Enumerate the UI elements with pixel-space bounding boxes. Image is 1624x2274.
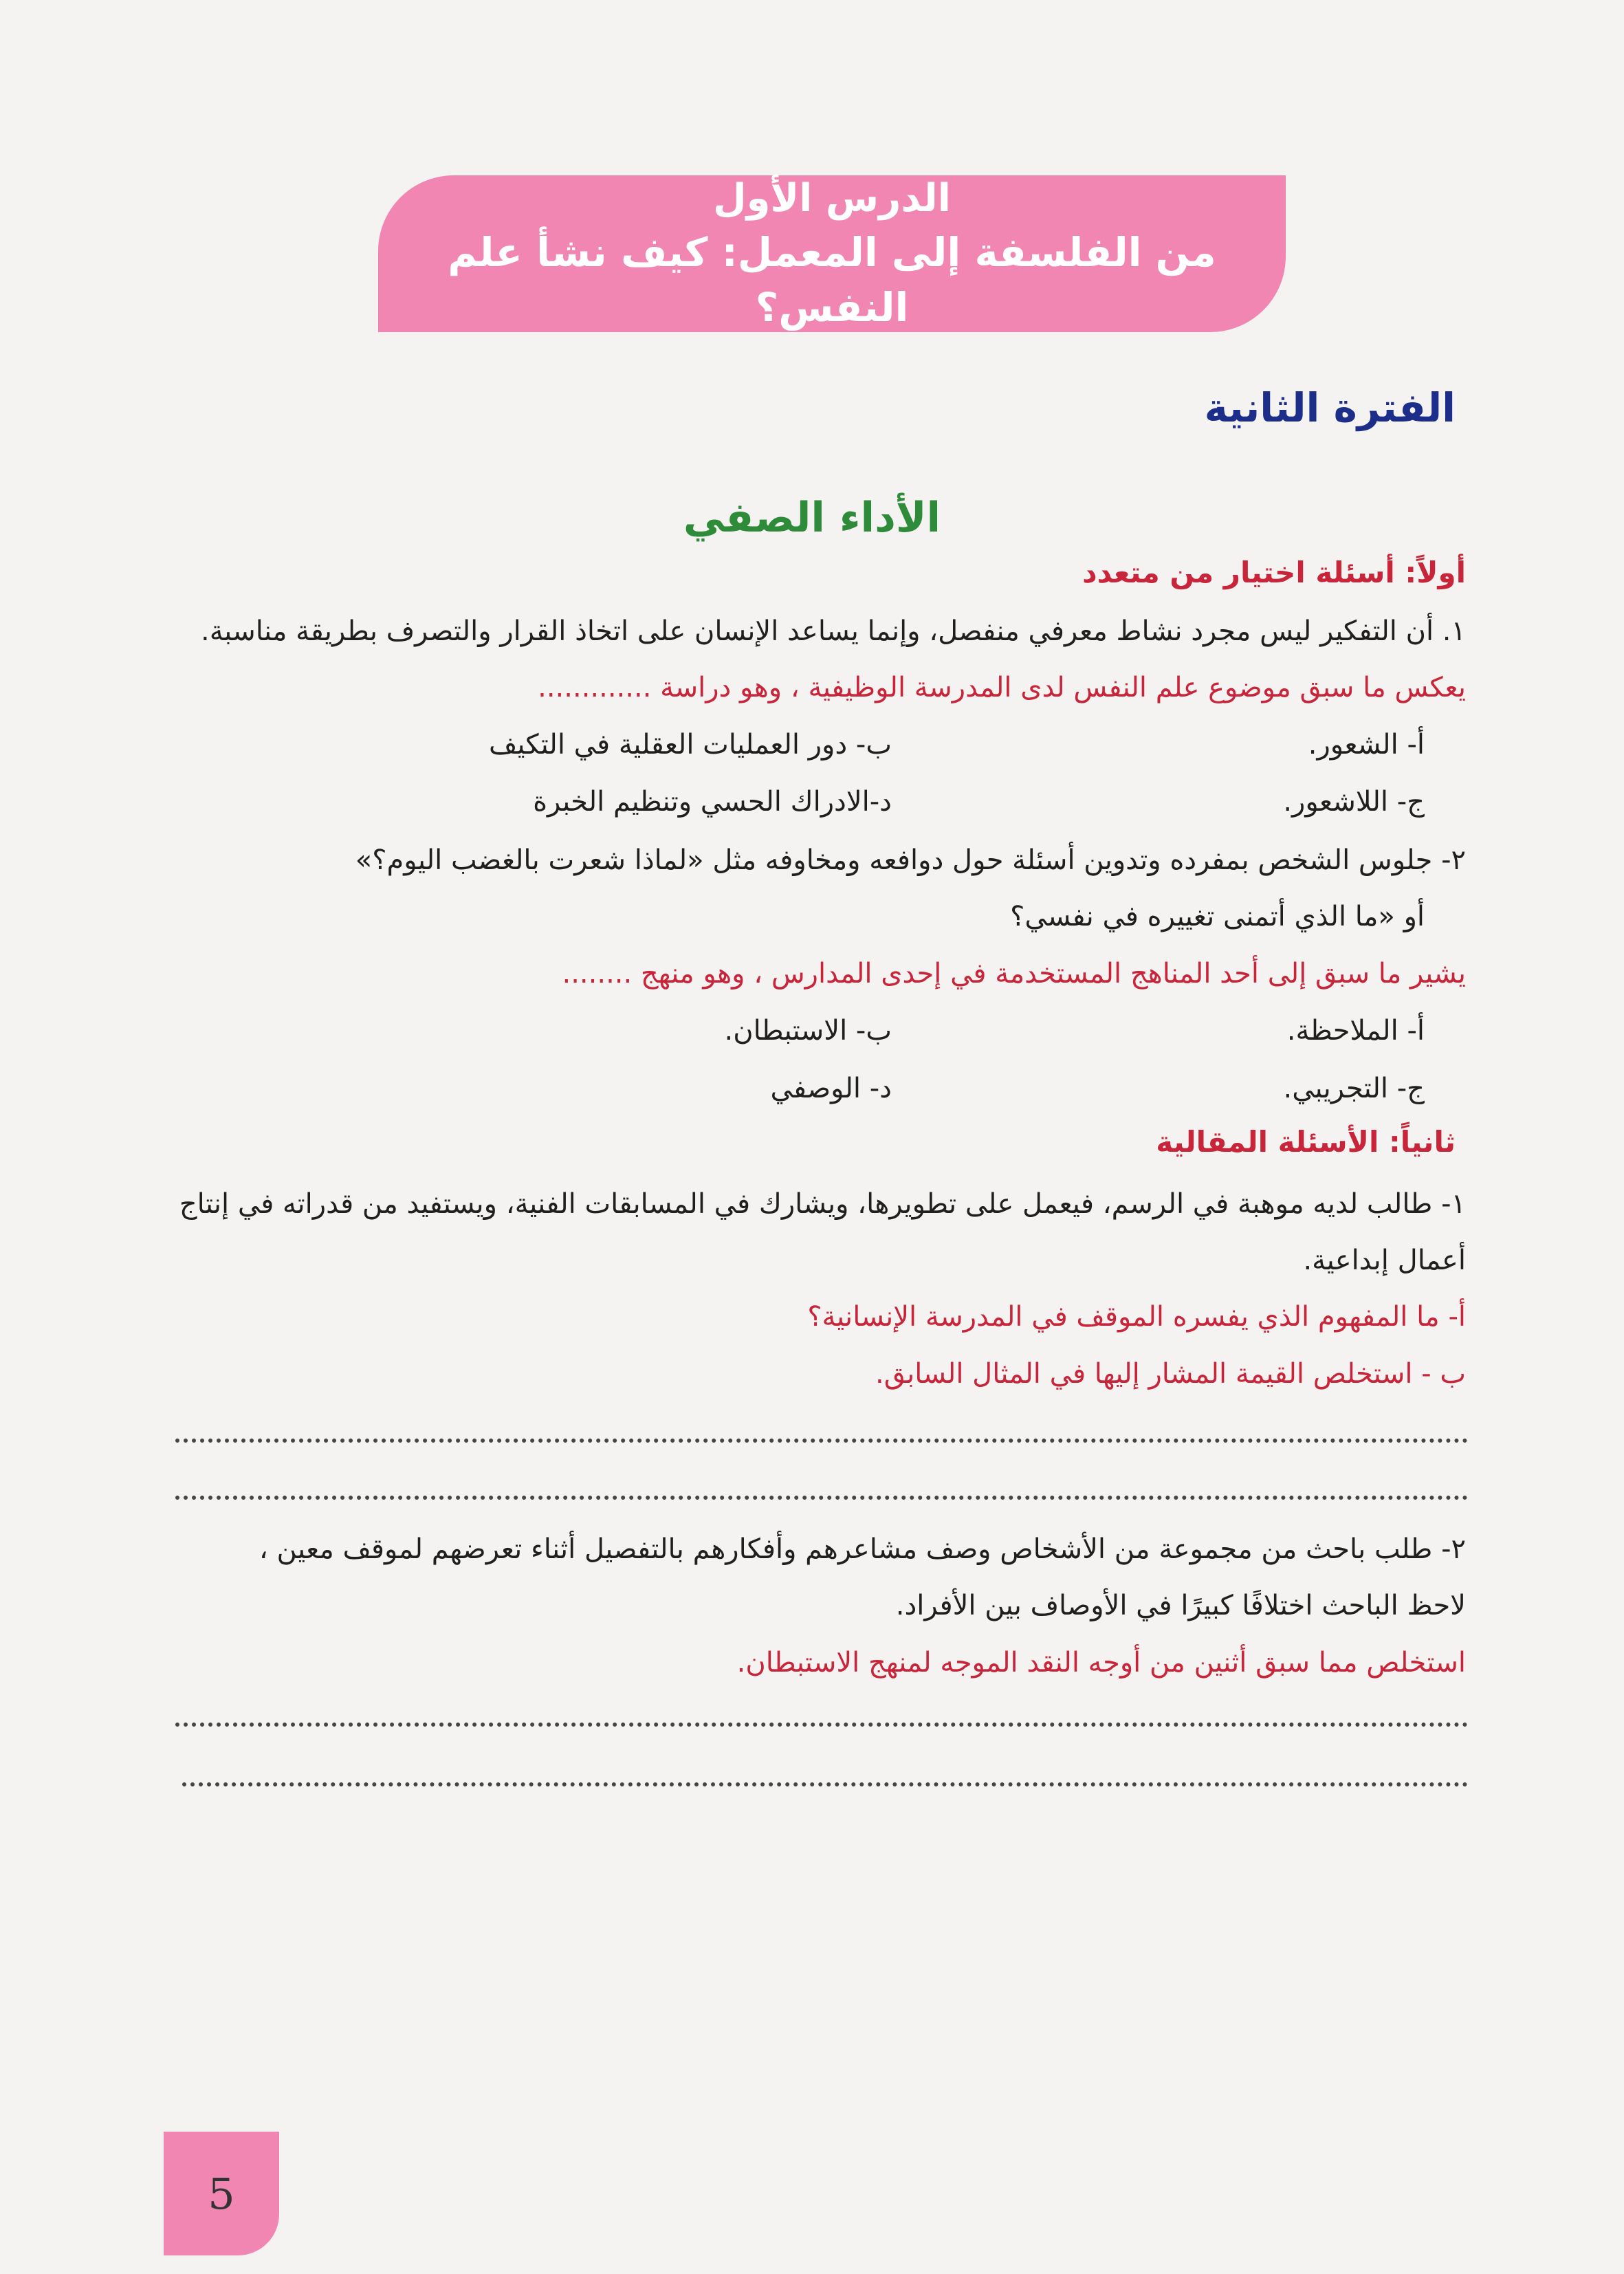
q1-option-b: ب- دور العمليات العقلية في التكيف [489, 729, 892, 761]
section1-heading: أولاً: أسئلة اختيار من متعدد [1082, 556, 1466, 589]
q2-option-c: ج- التجريبي. [1283, 1073, 1425, 1104]
section2-heading: ثانياً: الأسئلة المقالية [1156, 1125, 1456, 1159]
lesson-banner [378, 175, 1286, 332]
q1-text: ١. أن التفكير ليس مجرد نشاط معرفي منفصل، وإنما يساعد الإنسان على اتخاذ القرار والتصرف بطريقة مناسبة. [201, 615, 1466, 647]
q1-option-a: أ- الشعور. [1308, 729, 1425, 761]
essay1-sub-a: أ- ما المفهوم الذي يفسره الموقف في المدرسة الإنسانية؟ [807, 1301, 1466, 1333]
lesson-title: الدرس الأول [713, 176, 951, 221]
answer-line [175, 1496, 1468, 1500]
essay1-text-line1: ١- طالب لديه موهبة في الرسم، فيعمل على تطويرها، ويشارك في المسابقات الفنية، ويستفيد من قدراته في إنتاج [179, 1188, 1466, 1220]
essay2-prompt: استخلص مما سبق أثنين من أوجه النقد الموجه لمنهج الاستبطان. [736, 1647, 1466, 1679]
essay2-text-line2: لاحظ الباحث اختلافًا كبيرًا في الأوصاف بين الأفراد. [895, 1590, 1466, 1621]
essay1-text-line2: أعمال إبداعية. [1303, 1245, 1466, 1276]
q2-text-line2: أو «ما الذي أتمنى تغييره في نفسي؟ [1010, 901, 1425, 932]
answer-line [175, 1723, 1468, 1727]
page-number-box [164, 2132, 279, 2255]
q1-prompt: يعكس ما سبق موضوع علم النفس لدى المدرسة الوظيفية ، وهو دراسة ............. [538, 672, 1466, 703]
q2-option-d: د- الوصفي [770, 1073, 892, 1104]
q2-option-b: ب- الاستبطان. [724, 1015, 892, 1047]
lesson-subtitle: من الفلسفة إلى المعمل: كيف نشأ علم النفس؟ [448, 229, 1216, 331]
q1-option-d: د-الادراك الحسي وتنظيم الخبرة [533, 786, 892, 818]
page-number: 5 [208, 2168, 235, 2219]
answer-line [175, 1439, 1468, 1443]
performance-title: الأداء الصفي [683, 494, 941, 542]
period-title: الفترة الثانية [1204, 384, 1456, 431]
answer-line [182, 1782, 1468, 1786]
q2-prompt: يشير ما سبق إلى أحد المناهج المستخدمة في إحدى المدارس ، وهو منهج ........ [562, 958, 1466, 990]
q2-text-line1: ٢- جلوس الشخص بمفرده وتدوين أسئلة حول دوافعه ومخاوفه مثل «لماذا شعرت بالغضب اليوم؟» [355, 844, 1466, 876]
q1-option-c: ج- اللاشعور. [1283, 786, 1425, 818]
essay1-sub-b: ب - استخلص القيمة المشار إليها في المثال السابق. [875, 1358, 1466, 1390]
essay2-text-line1: ٢- طلب باحث من مجموعة من الأشخاص وصف مشاعرهم وأفكارهم بالتفصيل أثناء تعرضهم لموقف معين ، [259, 1533, 1466, 1565]
q2-option-a: أ- الملاحظة. [1286, 1015, 1425, 1047]
